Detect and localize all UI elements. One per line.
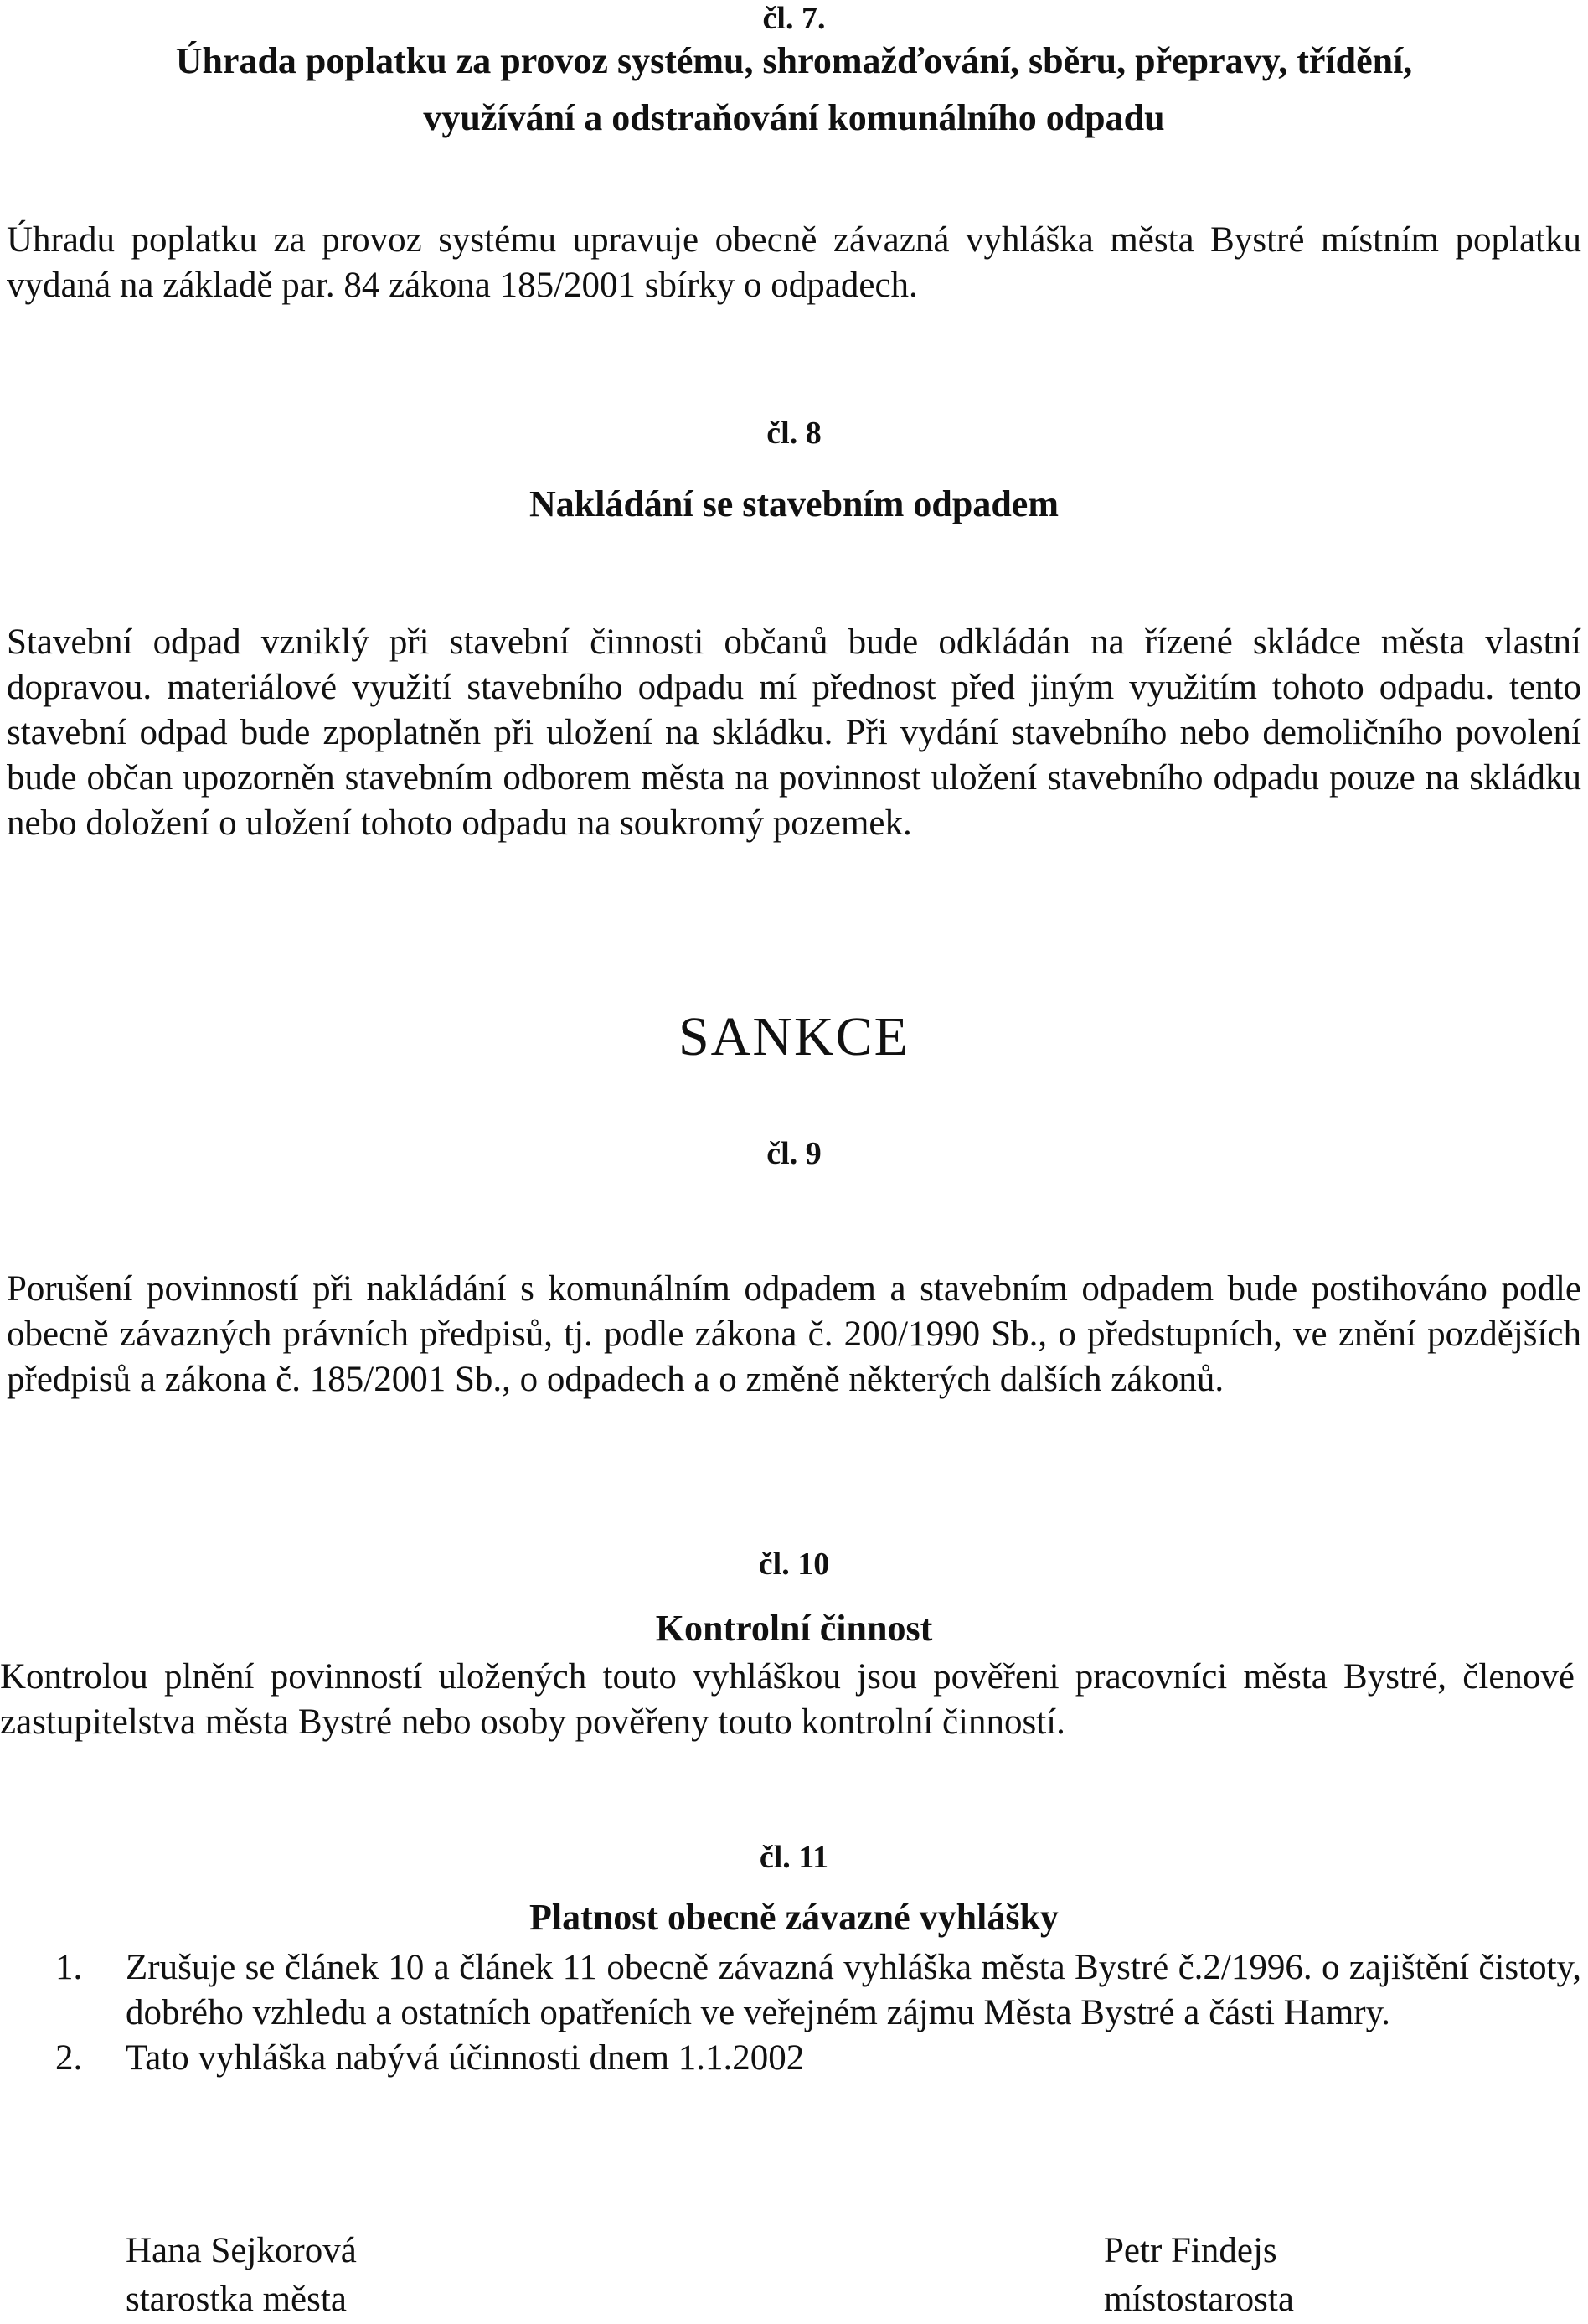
article-10-title: Kontrolní činnost (655, 1608, 933, 1649)
article-9-number: čl. 9 (766, 1136, 822, 1171)
article-10-number: čl. 10 (758, 1547, 830, 1582)
sankce-heading: SANKCE (678, 1006, 910, 1067)
list-item (0, 2036, 1581, 2081)
list-item-marker: 1. (55, 1948, 83, 1987)
signature-right-role: místostarosta (1104, 2280, 1294, 2319)
signature-left-role: starostka města (126, 2280, 347, 2319)
article-9-paragraph: Porušení povinností při nakládání s komunálním odpadem a stavebním odpadem bude postihováno podle obecně závazných právních předpisů, tj. podle zákona č. 200/1990 Sb., o předstupních, ve znění pozdějších předpisů a zákona č. 185/2001 Sb., o odpadech a o změně některých dalších zákonů. (7, 1269, 1581, 1399)
article-10-paragraph: Kontrolou plnění povinností uložených touto vyhláškou jsou pověřeni pracovníci města Bystré, členové zastupitelstva města Bystré nebo osoby pověřeny touto kontrolní činností. (0, 1657, 1575, 1742)
article-7-paragraph: Úhradu poplatku za provoz systému upravuje obecně závazná vyhláška města Bystré místním poplatku vydaná na základě par. 84 zákona 185/2001 sbírky o odpadech. (7, 220, 1581, 305)
list-item (0, 1945, 1581, 2036)
article-8-paragraph: Stavební odpad vzniklý při stavební činnosti občanů bude odkládán na řízené skládce města vlastní dopravou. materiálové využití stavebního odpadu mí přednost před jiným využitím tohoto odpadu. tento stavební odpad bude zpoplatněn při uložení na skládku. Při vydání stavebního nebo demoličního povolení bude občan upozorněn stavebním odborem města na povinnost uložení stavebního odpadu pouze na skládku nebo doložení o uložení tohoto odpadu na soukromý pozemek. (7, 622, 1581, 843)
article-7-title-line-1: Úhrada poplatku za provoz systému, shromažďování, sběru, přepravy, třídění, (175, 40, 1413, 81)
list-item-text: Zrušuje se článek 10 a článek 11 obecně závazná vyhláška města Bystré č.2/1996. o zajištění čistoty, dobrého vzhledu a ostatních opatřeních ve veřejném zájmu Města Bystré a části Hamry. (126, 1948, 1581, 2032)
article-8-number: čl. 8 (766, 416, 822, 451)
list-item-text: Tato vyhláška nabývá účinnosti dnem 1.1.2002 (126, 2038, 805, 2078)
article-7-title-line-2: využívání a odstraňování komunálního odpadu (423, 97, 1165, 138)
article-8-title: Nakládání se stavebním odpadem (528, 483, 1059, 524)
article-11-title: Platnost obecně závazné vyhlášky (529, 1897, 1059, 1938)
signature-right-name: Petr Findejs (1104, 2231, 1277, 2270)
signature-left-name: Hana Sejkorová (126, 2231, 357, 2270)
article-7-number: čl. 7. (762, 1, 826, 36)
article-11-list (0, 1945, 1581, 2081)
list-item-marker: 2. (55, 2038, 83, 2078)
article-11-number: čl. 11 (759, 1840, 829, 1875)
